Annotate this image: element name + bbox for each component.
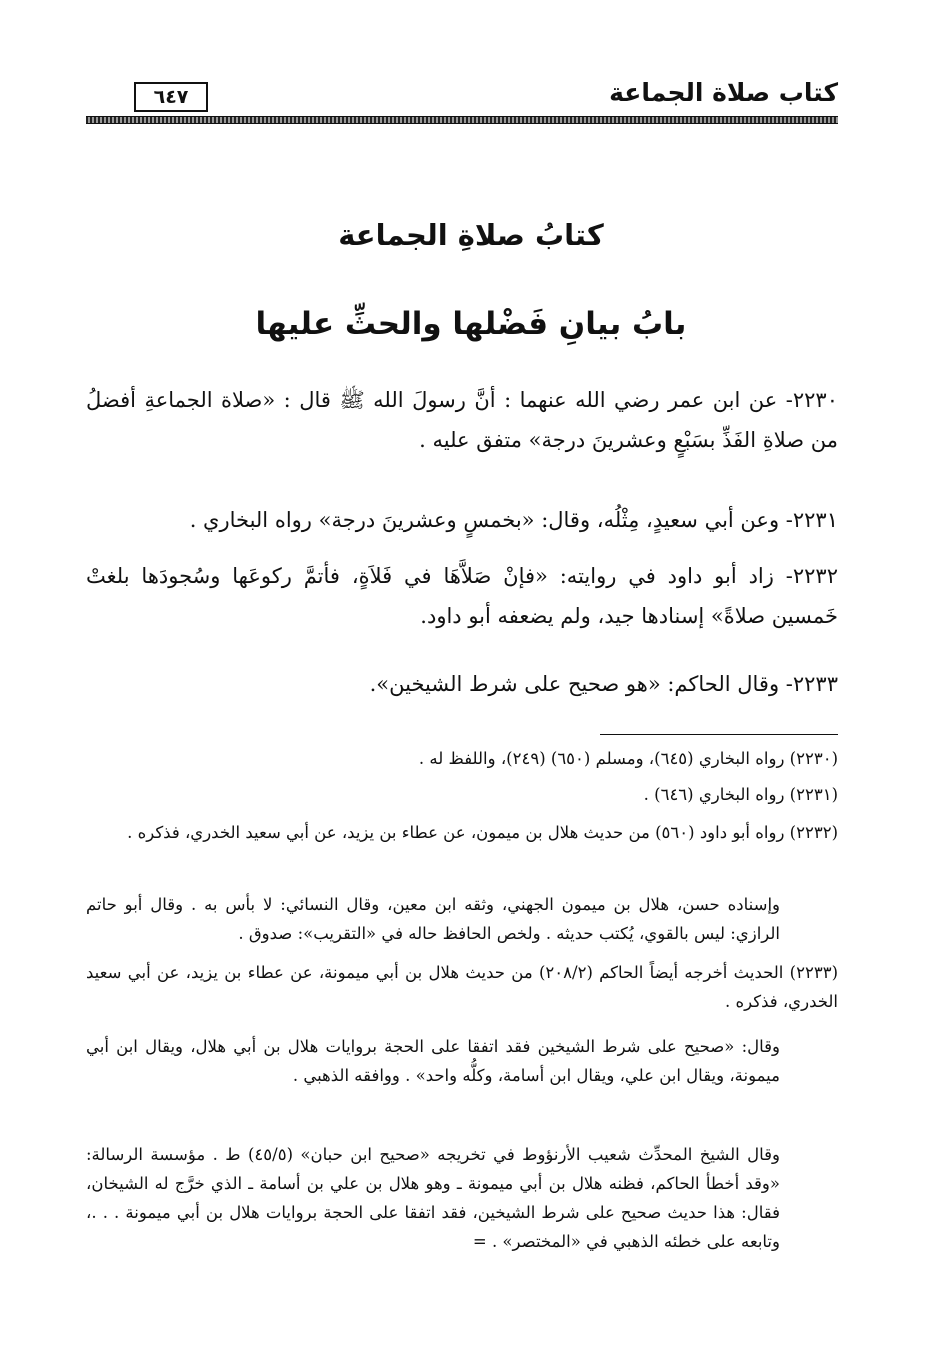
- page-number: ٦٤٧: [134, 82, 208, 112]
- footnote-2230: (٢٢٣٠) رواه البخاري (٦٤٥)، ومسلم (٦٥٠) (٢٤٩)، واللفظ له .: [418, 749, 838, 768]
- running-header: [86, 78, 838, 130]
- hadith-2230: ٢٢٣٠- عن ابن عمر رضي الله عنهما : أنَّ رسولَ الله ﷺ قال : «صلاة الجماعةِ أفضلُ من صلاةِ الفَذِّ بسَبْعٍ وعشرينَ درجة» متفق عليه .: [86, 388, 838, 452]
- book-title: كتابُ صلاةِ الجماعة: [338, 218, 604, 252]
- hadith-2233: ٢٢٣٣- وقال الحاكم: «هو صحيح على شرط الشيخين».: [369, 672, 838, 696]
- header-rule: [86, 116, 838, 124]
- footnote-separator: [600, 734, 838, 735]
- hadith-2231: ٢٢٣١- وعن أبي سعيدٍ، مِثْلُه، وقال: «بخمسٍ وعشرينَ درجة» رواه البخاري .: [189, 508, 838, 532]
- chapter-title: بابُ بيانِ فَضْلها والحثِّ عليها: [255, 306, 687, 342]
- hadith-2232: ٢٢٣٢- زاد أبو داود في روايته: «فإنْ صَلاَّهَا في فَلاَةٍ، فأتمَّ ركوعَها وسُجودَها بلغتْ خَمسين صلاةً» إسنادها جيد، ولم يضعفه أبو داود.: [86, 564, 838, 628]
- footnote-2232: (٢٢٣٢) رواه أبو داود (٥٦٠) من حديث هلال بن ميمون، عن عطاء بن يزيد، عن أبي سعيد الخدري، فذكره .: [127, 823, 838, 842]
- running-title: كتاب صلاة الجماعة: [609, 78, 838, 107]
- footnote-2232-note: وإسناده حسن، هلال بن ميمون الجهني، وثقه ابن معين، وقال النسائي: لا بأس به . وقال أبو حاتم الرازي: ليس بالقوي، يُكتب حديثه . ولخص الحافظ حاله في «التقريب»: صدوق .: [86, 895, 780, 943]
- footnote-2233: (٢٢٣٣) الحديث أخرجه أيضاً الحاكم (٢٠٨/٢) من حديث هلال بن أبي ميمونة، عن عطاء بن يزيد، عن أبي سعيد الخدري، فذكره .: [86, 963, 838, 1011]
- footnote-2233-arnaout: وقال الشيخ المحدِّث شعيب الأرنؤوط في تخريجه «صحيح ابن حبان» (٤٥/٥) ط . مؤسسة الرسالة: «وقد أخطأ الحاكم، فظنه هلال بن أبي ميمونة ـ وهو هلال بن علي بن أسامة ـ الذي خرَّج له الشيخان، فقال: هذا حديث صحيح على شرط الشيخين، فقد اتفقا على الحجة بروايات هلال بن أبي ميمونة . . .، وتابعه على خطئه الذهبي في «المختصر» . =: [86, 1145, 780, 1251]
- footnote-2231: (٢٢٣١) رواه البخاري (٦٤٦) .: [643, 785, 838, 804]
- footnote-2233-hakim: وقال: «صحيح على شرط الشيخين فقد اتفقا على الحجة بروايات هلال بن أبي هلال، ويقال ابن أبي ميمونة، ويقال ابن علي، ويقال ابن أسامة، وكلُّه واحد» . ووافقه الذهبي .: [86, 1037, 780, 1085]
